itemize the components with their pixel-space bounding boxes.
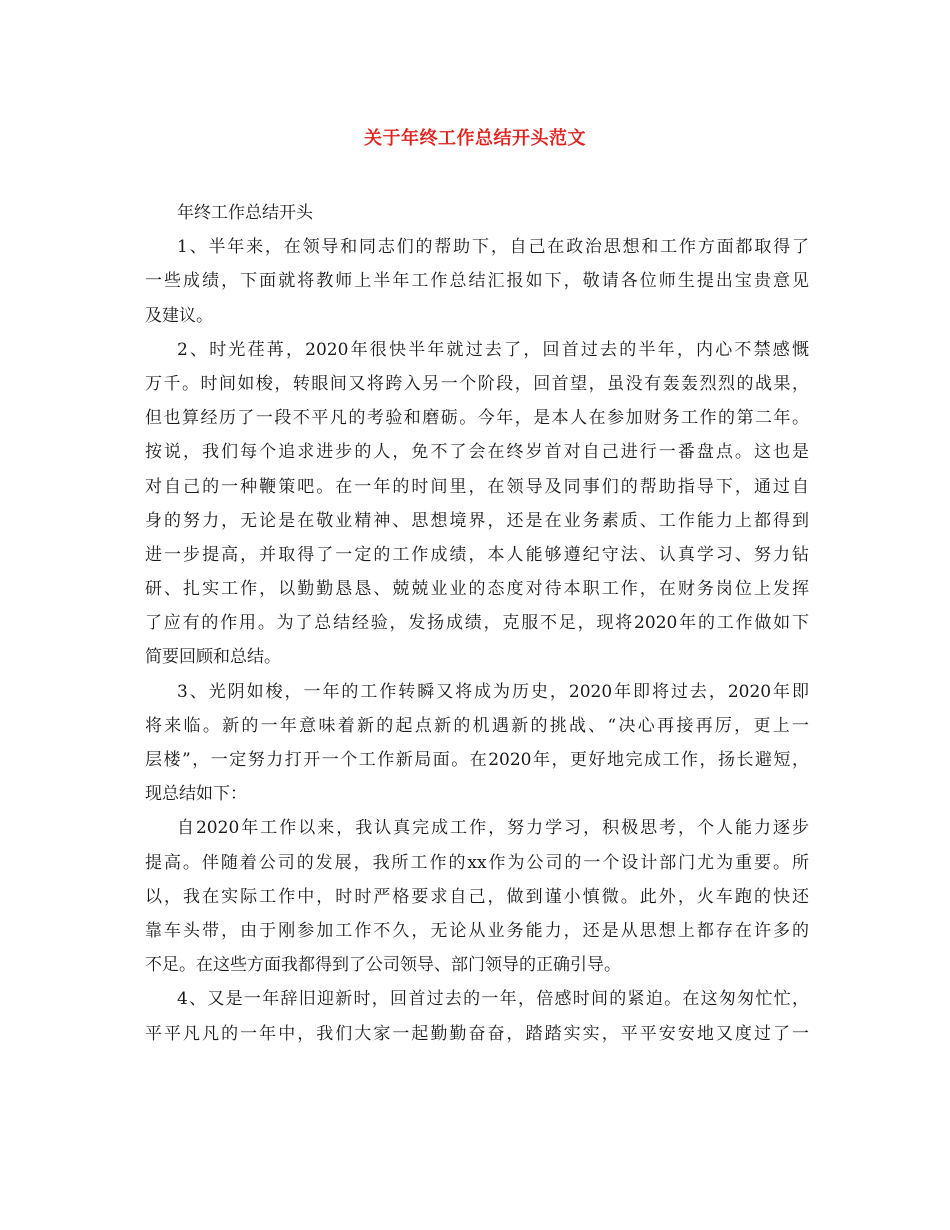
- body-text-line: 研、扎实工作，以勤勤恳恳、兢兢业业的态度对待本职工作，在财务岗位上发挥: [145, 579, 809, 600]
- body-text-line: 了应有的作用。为了总结经验，发扬成绩，克服不足，现将2020年的工作做如下: [145, 613, 809, 634]
- body-text-line: 进一步提高，并取得了一定的工作成绩，本人能够遵纪守法、认真学习、努力钻: [145, 544, 809, 565]
- body-text-line: 年终工作总结开头: [177, 203, 313, 223]
- body-text-line: 自2020年工作以来，我认真完成工作，努力学习，积极思考，个人能力逐步: [177, 818, 809, 839]
- body-text-line: 对自己的一种鞭策吧。在一年的时间里，在领导及同事们的帮助指导下，通过自: [145, 476, 809, 497]
- body-text-line: 提高。伴随着公司的发展，我所工作的xx作为公司的一个设计部门尤为重要。所: [145, 852, 809, 873]
- body-text-line: 1、半年来，在领导和同志们的帮助下，自己在政治思想和工作方面都取得了: [177, 237, 809, 258]
- body-text-line: 万千。时间如梭，转眼间又将跨入另一个阶段，回首望，虽没有轰轰烈烈的战果，: [145, 373, 809, 394]
- body-text-line: 身的努力，无论是在敬业精神、思想境界，还是在业务素质、工作能力上都得到: [145, 510, 809, 531]
- body-text-line: 现总结如下：: [145, 784, 247, 805]
- body-text-line: 一些成绩，下面就将教师上半年工作总结汇报如下，敬请各位师生提出宝贵意见: [145, 271, 809, 292]
- body-text-line: 平平凡凡的一年中，我们大家一起勤勤奋奋，踏踏实实，平平安安地又度过了一: [145, 1023, 809, 1044]
- body-text-line: 将来临。新的一年意味着新的起点新的机遇新的挑战、“决心再接再厉，更上一: [145, 715, 809, 736]
- body-text-line: 简要回顾和总结。: [145, 647, 281, 668]
- document-body: [145, 196, 809, 1051]
- document-title: 关于年终工作总结开头范文: [364, 128, 586, 149]
- body-text-line: 不足。在这些方面我都得到了公司领导、部门领导的正确引导。: [145, 955, 621, 976]
- body-text-line: 3、光阴如梭，一年的工作转瞬又将成为历史，2020年即将过去，2020年即: [177, 681, 809, 702]
- body-text-line: 以，我在实际工作中，时时严格要求自己，做到谨小慎微。此外，火车跑的快还: [145, 886, 809, 907]
- body-text-line: 4、又是一年辞旧迎新时，回首过去的一年，倍感时间的紧迫。在这匆匆忙忙，: [177, 989, 809, 1010]
- body-text-line: 层楼”，一定努力打开一个工作新局面。在2020年，更好地完成工作，扬长避短，: [145, 750, 809, 770]
- body-text-line: 但也算经历了一段不平凡的考验和磨砺。今年，是本人在参加财务工作的第二年。: [145, 408, 809, 429]
- body-text-line: 按说，我们每个追求进步的人，免不了会在终岁首对自己进行一番盘点。这也是: [145, 442, 809, 463]
- body-text-line: 及建议。: [145, 305, 213, 326]
- body-text-line: 2、时光荏苒，2020年很快半年就过去了，回首过去的半年，内心不禁感慨: [177, 339, 809, 360]
- body-text-line: 靠车头带，由于刚参加工作不久，无论从业务能力，还是从思想上都存在许多的: [145, 920, 809, 941]
